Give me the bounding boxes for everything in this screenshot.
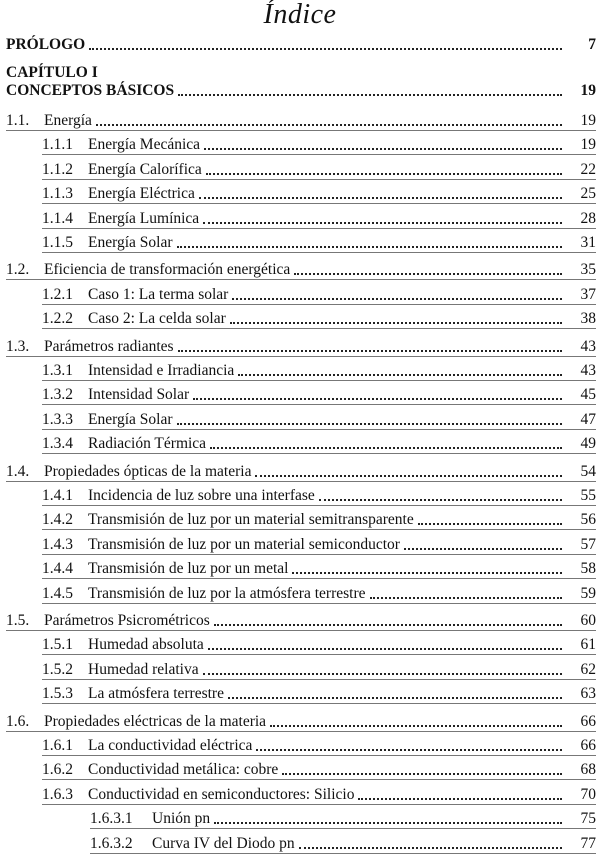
toc-entry[interactable] [42,155,596,179]
dot-leader [203,673,562,675]
page-number: 38 [580,310,596,328]
page-number: 59 [580,584,596,602]
chapter-number: CAPÍTULO I [6,64,98,81]
dot-leader [282,773,562,775]
dot-leader [96,124,562,126]
entry-number: 1.4. [6,462,30,480]
page-number: 31 [580,234,596,251]
entry-label: La atmósfera terrestre [88,685,224,703]
page-number: 75 [580,810,596,828]
entry-number: 1.2.1 [42,285,73,303]
page-number: 28 [580,209,596,227]
entry-label: Conductividad metálica: cobre [88,761,279,779]
page-number: 63 [580,685,596,703]
entry-label: Transmisión de luz por la atmósfera terrestre [88,584,366,602]
row-divider [42,453,596,454]
dot-leader [230,322,562,324]
page-number: 54 [580,462,596,480]
entry-number: 1.2.2 [42,310,73,328]
page-number: 19 [580,136,596,154]
toc-entry[interactable] [6,457,596,481]
dot-leader [404,548,562,550]
entry-number: 1.1. [6,112,30,129]
toc-entry[interactable] [42,130,596,154]
page-number: 66 [580,737,596,754]
dot-leader [292,572,562,574]
dot-leader [299,847,562,849]
page-number: 66 [580,712,596,730]
entry-number: 1.3.1 [42,362,73,379]
page-number: 25 [580,185,596,203]
row-divider [90,853,596,854]
toc-entry[interactable] [42,655,596,679]
page-number: 58 [580,560,596,578]
entry-label: Energía Calorífica [88,160,202,178]
entry-label: Humedad relativa [88,660,199,678]
toc-entry[interactable] [42,204,596,228]
entry-label: Energía Solar [88,410,173,428]
entry-number: 1.5.3 [42,685,73,703]
page-number: 55 [580,487,596,504]
page-number: 43 [580,337,596,355]
entry-number: 1.4.5 [42,584,73,602]
entry-label: Caso 2: La celda solar [88,310,226,328]
dot-leader [238,374,562,376]
dot-leader [177,246,562,248]
entry-number: 1.6.2 [42,761,73,779]
entry-number: 1.1.3 [42,185,73,203]
dot-leader [204,148,562,150]
entry-number: 1.3.3 [42,410,73,428]
page-number: 68 [580,761,596,779]
toc-entry[interactable] [6,106,596,130]
entry-label: Energía Mecánica [88,136,201,154]
entry-number: 1.2. [6,261,30,279]
page-number: 22 [580,160,596,178]
toc-entry[interactable] [6,255,596,279]
row-divider [42,328,596,329]
page-number: 19 [580,82,596,99]
dot-leader [206,173,562,175]
dot-leader [199,197,562,199]
dot-leader [232,298,562,300]
entry-label: Conductividad en semiconductores: Silicio [88,785,355,803]
entry-number: 1.1.5 [42,234,73,251]
entry-number: 1.4.2 [42,511,73,529]
dot-leader [177,423,562,425]
page-number: 70 [580,785,596,803]
dot-leader [208,648,562,650]
entry-number: 1.6.1 [42,737,73,754]
entry-number: 1.5.1 [42,636,73,654]
page-number: 61 [580,636,596,654]
dot-leader [358,798,562,800]
row-divider [42,252,596,253]
page-number: 56 [580,511,596,529]
entry-label: Transmisión de luz por un material semitransparente [88,511,414,529]
entry-label: Energía Solar [88,234,173,251]
entry-label: Energía Lumínica [88,209,200,227]
entry-label: Transmisión de luz por un metal [88,560,289,578]
toc-entry[interactable] [42,228,596,252]
toc-entry[interactable] [42,405,596,429]
page-number: 19 [580,112,596,129]
toc-entry[interactable] [42,780,596,804]
entry-number: 1.1.2 [42,160,73,178]
entry-number: 1.4.3 [42,535,73,553]
entry-label: Parámetros radiantes [44,337,174,355]
entry-label: Curva IV del Diodo pn [152,834,295,852]
dot-leader [214,624,562,626]
toc-entry[interactable] [42,630,596,654]
toc-entry-chapter-1[interactable] [6,76,596,100]
entry-label: Transmisión de luz por un material semiconductor [88,535,400,553]
toc-entry[interactable] [6,606,596,630]
entry-label: Intensidad Solar [88,386,190,404]
toc-entry[interactable] [42,731,596,755]
dot-leader [89,48,562,50]
dot-leader [178,94,562,96]
dot-leader [214,822,562,824]
entry-label: Eficiencia de transformación energética [44,261,291,279]
entry-number: 1.1.4 [42,209,73,227]
page-number: 60 [580,612,596,629]
entry-number: 1.1.1 [42,136,73,154]
toc-entry-prologo[interactable] [6,30,596,54]
dot-leader [270,725,562,727]
dot-leader [228,697,562,699]
toc-entry[interactable] [42,429,596,453]
entry-label: Propiedades eléctricas de la materia [44,712,267,730]
entry-number: 1.3.2 [42,386,73,404]
dot-leader [418,523,562,525]
dot-leader [203,222,562,224]
dot-leader [319,499,562,501]
page-number: 43 [580,362,596,379]
entry-label: Incidencia de luz sobre una interfase [88,487,315,504]
toc-entry[interactable] [42,530,596,554]
entry-label: La conductividad eléctrica [88,737,253,754]
entry-label: Humedad absoluta [88,636,204,654]
entry-number: 1.3. [6,337,30,355]
toc-entry[interactable] [6,332,596,356]
entry-number: 1.3.4 [42,435,73,453]
entry-number: 1.5.2 [42,660,73,678]
dot-leader [255,475,562,477]
page-number: 47 [580,410,596,428]
page-title: Índice [263,0,337,30]
entry-label: Propiedades ópticas de la materia [44,462,252,480]
toc-entry[interactable] [42,679,596,703]
row-divider [42,703,596,704]
dot-leader [294,273,562,275]
toc-entry[interactable] [42,554,596,578]
dot-leader [210,447,562,449]
entry-number: 1.4.4 [42,560,73,578]
dot-leader [256,749,562,751]
dot-leader [178,350,562,352]
dot-leader [370,597,563,599]
entry-number: 1.4.1 [42,487,73,504]
entry-number: 1.5. [6,612,30,629]
toc-entry[interactable] [90,804,596,828]
entry-label: Caso 1: La terma solar [88,285,229,303]
entry-label: Unión pn [152,810,211,828]
dot-leader [193,398,562,400]
toc-entry[interactable] [42,179,596,203]
entry-number: 1.6.3.1 [90,810,133,828]
page-number: 35 [580,261,596,279]
entry-number: 1.6. [6,712,30,730]
entry-number: 1.6.3.2 [90,834,133,852]
entry-label: Intensidad e Irradiancia [88,362,235,379]
page-number: 45 [580,386,596,404]
page-number: 62 [580,660,596,678]
toc-entry[interactable] [42,505,596,529]
entry-label: Energía [44,112,92,129]
toc-entry[interactable] [42,755,596,779]
entry-label: Energía Eléctrica [88,185,195,203]
toc-entry[interactable] [6,707,596,731]
entry-number: 1.6.3 [42,785,73,803]
page-number: 57 [580,535,596,553]
page-number: 7 [588,36,596,53]
page-number: 77 [580,834,596,852]
entry-label: PRÓLOGO [6,36,86,53]
toc-entry[interactable] [42,304,596,328]
page-number: 49 [580,435,596,453]
row-divider [42,603,596,604]
entry-label: Radiación Térmica [88,435,207,453]
chapter-title: CONCEPTOS BÁSICOS [6,82,175,99]
page-number: 37 [580,285,596,303]
entry-label: Parámetros Psicrométricos [44,612,210,629]
toc-entry[interactable] [42,380,596,404]
toc-entry[interactable] [42,579,596,603]
toc-entry[interactable] [42,356,596,380]
toc-entry[interactable] [42,280,596,304]
toc-entry[interactable] [42,481,596,505]
